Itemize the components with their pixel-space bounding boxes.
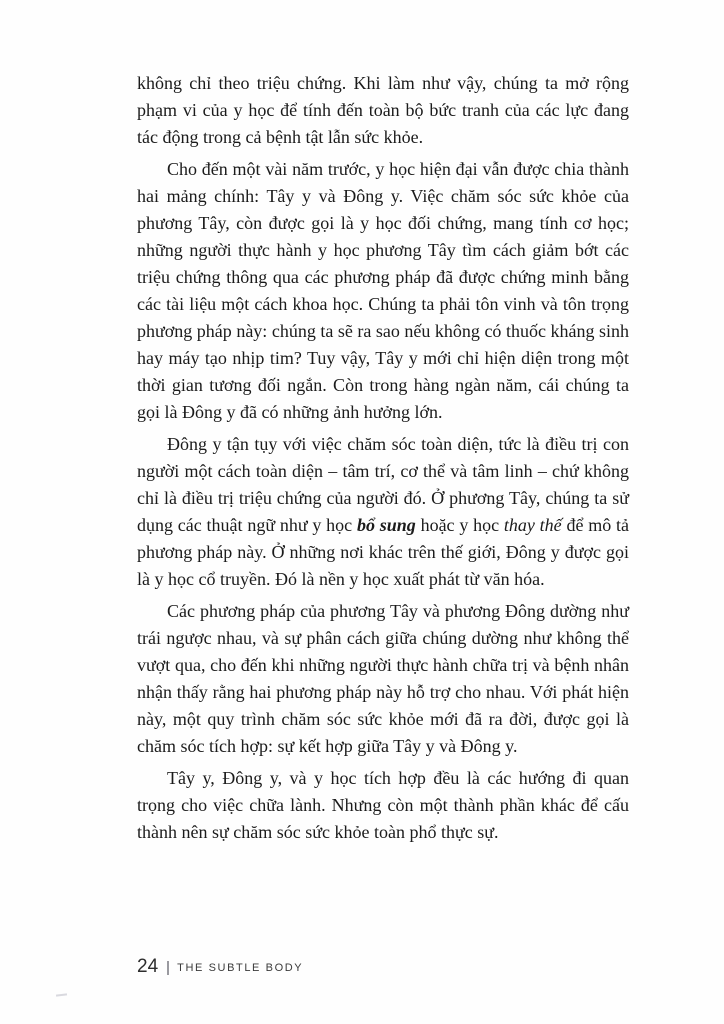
paragraph-3-segment: hoặc y học [415, 515, 504, 535]
page-number: 24 [137, 956, 159, 977]
paragraph-2: Cho đến một vài năm trước, y học hiện đại vẫn được chia thành hai mảng chính: Tây y và Đông y. Việc chăm sóc sức khỏe của phương Tây, còn được gọi là y học đối chứng, mang tính cơ học; những người thực hành y học phương Tây tìm cách giảm bớt các triệu chứng thông qua các phương pháp đã được chứng minh bằng các tài liệu một cách khoa học. Chúng ta phải tôn vinh và tôn trọng phương pháp này: chúng ta sẽ ra sao nếu không có thuốc kháng sinh hay máy tạo nhịp tim? Tuy vậy, Tây y mới chỉ hiện diện trong một thời gian tương đối ngắn. Còn trong hàng ngàn năm, cái chúng ta gọi là Đông y đã có những ảnh hưởng lớn. [137, 159, 629, 422]
term-alternative-medicine: thay thế [503, 515, 562, 535]
page-footer [137, 956, 303, 978]
footer-divider [167, 961, 169, 975]
paragraph-5: Tây y, Đông y, và y học tích hợp đều là các hướng đi quan trọng cho việc chữa lành. Nhưng còn một thành phần khác để cấu thành nên sự chăm sóc sức khỏe toàn phổ thực sự. [137, 768, 629, 842]
page-text-block [137, 70, 629, 851]
paragraph-3-segment: để mô tả phương pháp này. Ở những nơi khác trên thế giới, Đông y được gọi là y học cổ truyền. Đó là nền y học xuất phát từ văn hóa. [137, 515, 629, 589]
term-complementary-medicine: bổ sung [356, 515, 416, 535]
paragraph-4: Các phương pháp của phương Tây và phương Đông dường như trái ngược nhau, và sự phân cách giữa chúng dường như không thể vượt qua, cho đến khi những người thực hành chữa trị và bệnh nhân nhận thấy rằng hai phương pháp này hỗ trợ cho nhau. Với phát hiện này, một quy trình chăm sóc sức khỏe mới đã ra đời, được gọi là chăm sóc tích hợp: sự kết hợp giữa Tây y và Đông y. [137, 601, 629, 756]
paragraph-3-segment: Đông y tận tụy với việc chăm sóc toàn diện, tức là điều trị con người một cách toàn diện – tâm trí, cơ thể và tâm linh – chứ không chỉ là điều trị triệu chứng của người đó. Ở phương Tây, chúng ta sử dụng các thuật ngữ như y học [137, 434, 629, 535]
paragraph-3 [137, 431, 629, 593]
scan-artifact-mark [56, 993, 67, 996]
paragraph-1: không chỉ theo triệu chứng. Khi làm như vậy, chúng ta mở rộng phạm vi của y học để tính đến toàn bộ bức tranh của các lực đang tác động trong cả bệnh tật lẫn sức khỏe. [137, 73, 629, 147]
running-footer-book-title: THE SUBTLE BODY [177, 962, 304, 974]
